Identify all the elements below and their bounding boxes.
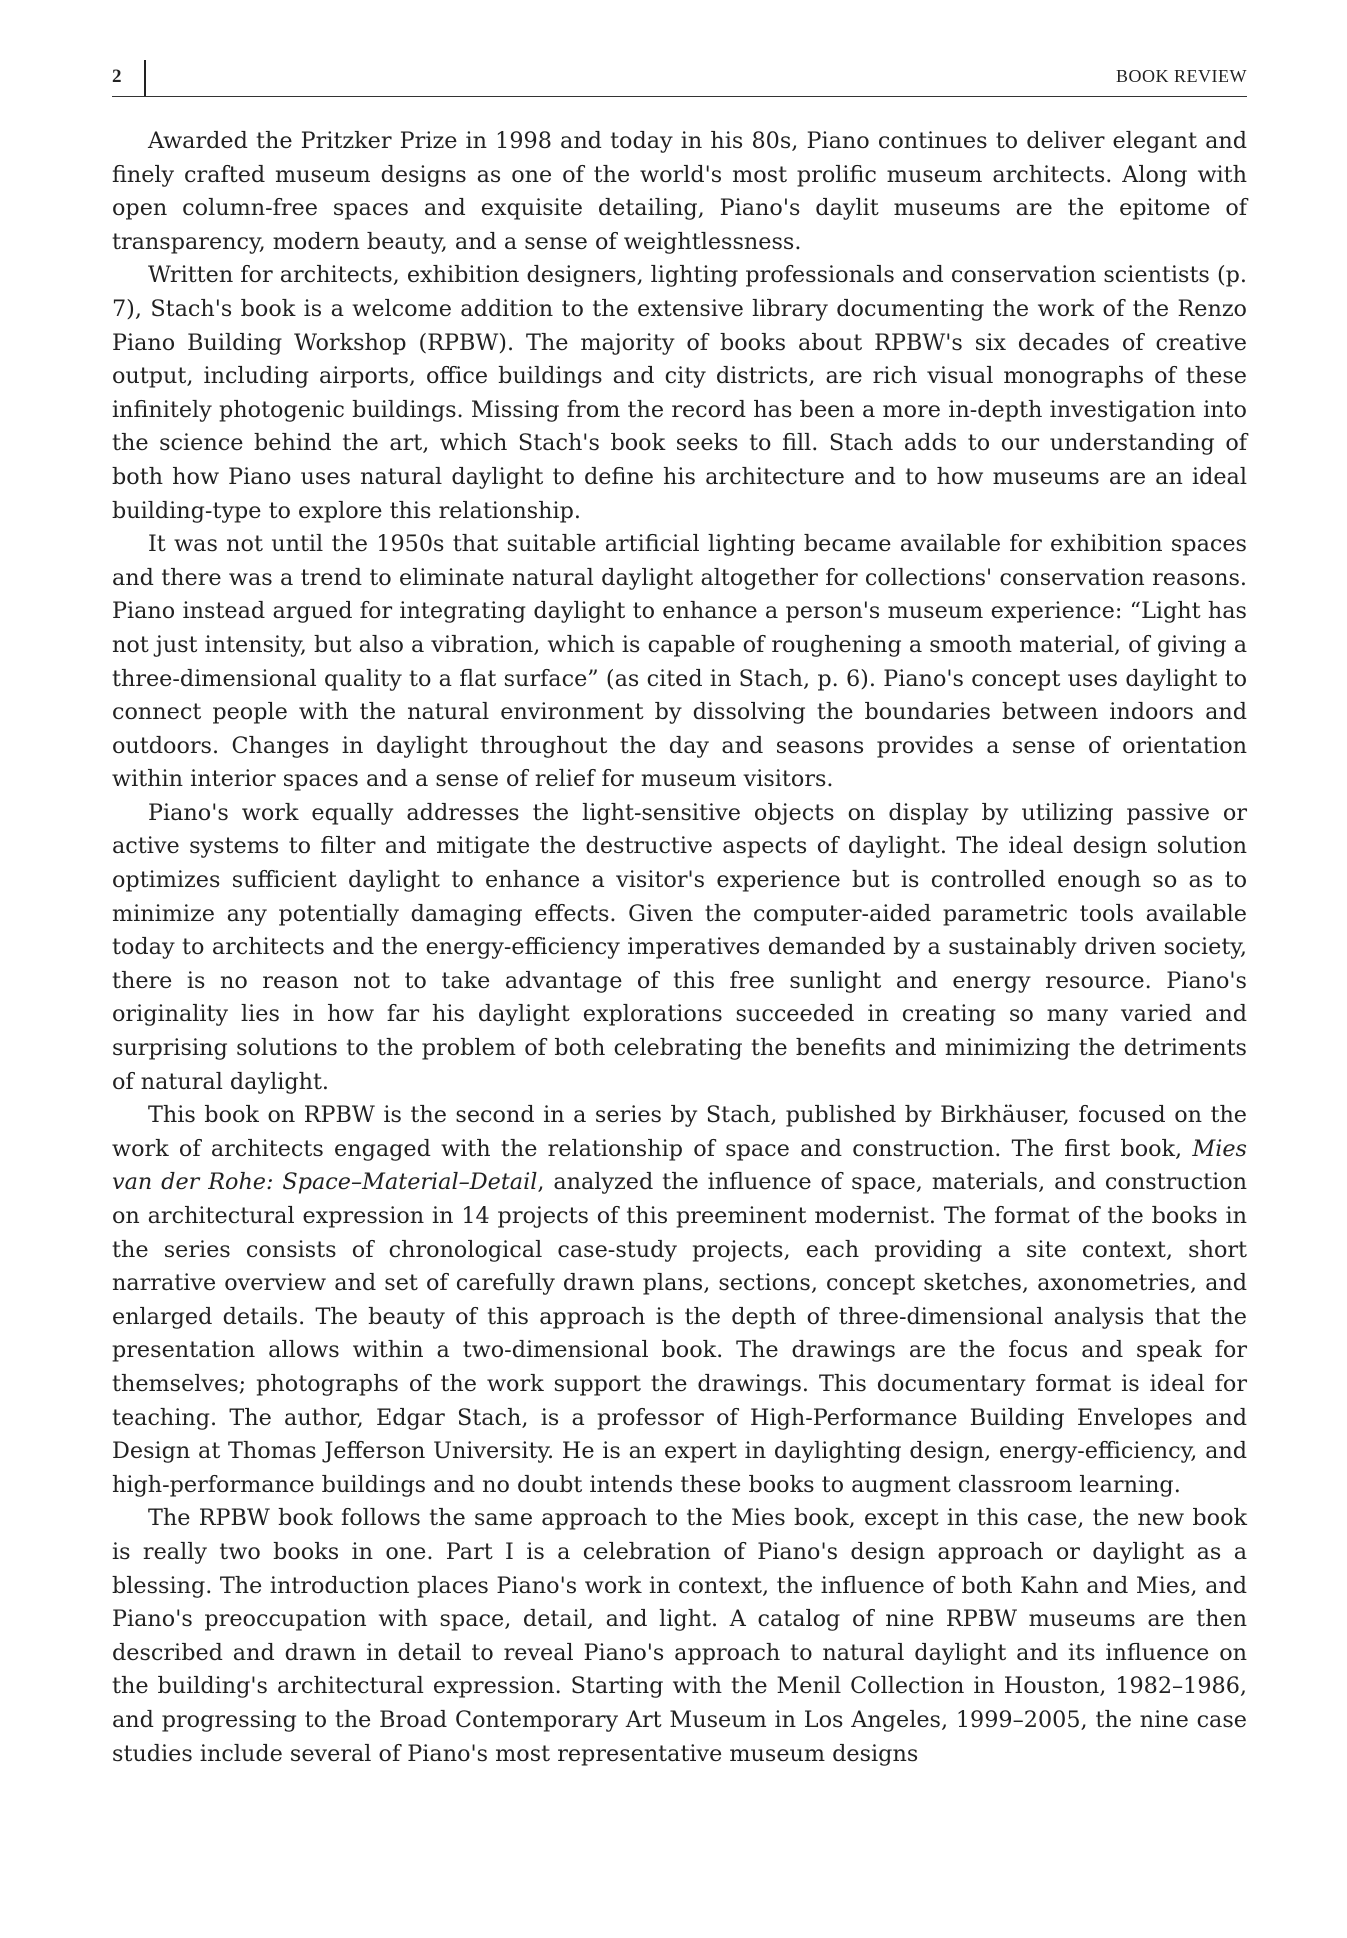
page-number: 2 bbox=[112, 66, 122, 87]
paragraph-text: This book on RPBW is the second in a series by Stach, published by Birkhäuser, focused on the work of architects engaged with the relationship of space and construction. The first book, bbox=[112, 1102, 1247, 1162]
paragraph: Piano's work equally addresses the light-sensitive objects on display by utilizing passive or active systems to filter and mitigate the destructive aspects of daylight. The ideal design solution optimizes sufficient daylight to enhance a visitor's experience but is controlled enough so as to minimize any potentially damaging effects. Given the computer-aided parametric tools available today to architects and the energy-efficiency imperatives demanded by a sustainably driven society, there is no reason not to take advantage of this free sunlight and energy resource. Piano's originality lies in how far his daylight explorations succeeded in creating so many varied and surprising solutions to the problem of both celebrating the benefits and minimizing the detriments of natural daylight. bbox=[112, 799, 1247, 1095]
paragraph: It was not until the 1950s that suitable artificial lighting became available for exhibition spaces and there was a trend to eliminate natural daylight altogether for collections' conservation reasons. Piano instead argued for integrating daylight to enhance a person's museum experience: “Light has not just intensity, but also a vibration, which is capable of roughening a smooth material, of giving a three-dimensional quality to a flat surface” (as cited in Stach, p. 6). Piano's concept uses daylight to connect people with the natural environment by dissolving the boundaries between indoors and outdoors. Changes in daylight throughout the day and seasons provides a sense of orientation within interior spaces and a sense of relief for museum visitors. bbox=[112, 531, 1247, 793]
paragraph: The RPBW book follows the same approach to the Mies book, except in this case, the new book is really two books in one. Part I is a celebration of Piano's design approach or daylight as a blessing. The introduction places Piano's work in context, the influence of both Kahn and Mies, and Piano's preoccupation with space, detail, and light. A catalog of nine RPBW museums are then described and drawn in detail to reveal Piano's approach to natural daylight and its influence on the building's architectural expression. Starting with the Menil Collection in Houston, 1982–1986, and progressing to the Broad Contemporary Art Museum in Los Angeles, 1999–2005, the nine case studies include several of Piano's most representative museum designs bbox=[112, 1505, 1247, 1767]
paragraph-text: , analyzed the influence of space, materials, and construction on architectural expression in 14 projects of this preeminent modernist. The format of the books in the series consists of chronological case-study projects, each providing a site context, short narrative overview and set of carefully drawn plans, sections, concept sketches, axonometries, and enlarged details. The beauty of this approach is the depth of three-dimensional analysis that the presentation allows within a two-dimensional book. The drawings are the focus and speak for themselves; photographs of the work support the drawings. This documentary format is ideal for teaching. The author, Edgar Stach, is a professor of High-Performance Building Envelopes and Design at Thomas Jefferson University. He is an expert in daylighting design, energy-efficiency, and high-performance buildings and no doubt intends these books to augment classroom learning. bbox=[112, 1169, 1247, 1498]
paragraph: Awarded the Pritzker Prize in 1998 and today in his 80s, Piano continues to deliver elegant and finely crafted museum designs as one of the world's most prolific museum architects. Along with open column-free spaces and exquisite detailing, Piano's daylit museums are the epitome of transparency, modern beauty, and a sense of weightlessness. bbox=[112, 128, 1247, 255]
section-title: BOOK REVIEW bbox=[1116, 66, 1247, 86]
paragraph: Written for architects, exhibition designers, lighting professionals and conservation scientists (p. 7), Stach's book is a welcome addition to the extensive library documenting the work of the Renzo Piano Building Workshop (RPBW). The majority of books about RPBW's six decades of creative output, including airports, office buildings and city districts, are rich visual monographs of these infinitely photogenic buildings. Missing from the record has been a more in-depth investigation into the science behind the art, which Stach's book seeks to fill. Stach adds to our understanding of both how Piano uses natural daylight to define his architecture and to how museums are an ideal building-type to explore this relationship. bbox=[112, 262, 1248, 524]
book-title: Mies van der Rohe: Space–Material–Detail bbox=[112, 1135, 1247, 1196]
paragraph bbox=[112, 1099, 1247, 1502]
header-divider bbox=[144, 60, 146, 96]
article-body bbox=[112, 125, 1247, 1771]
running-header bbox=[112, 56, 1247, 97]
